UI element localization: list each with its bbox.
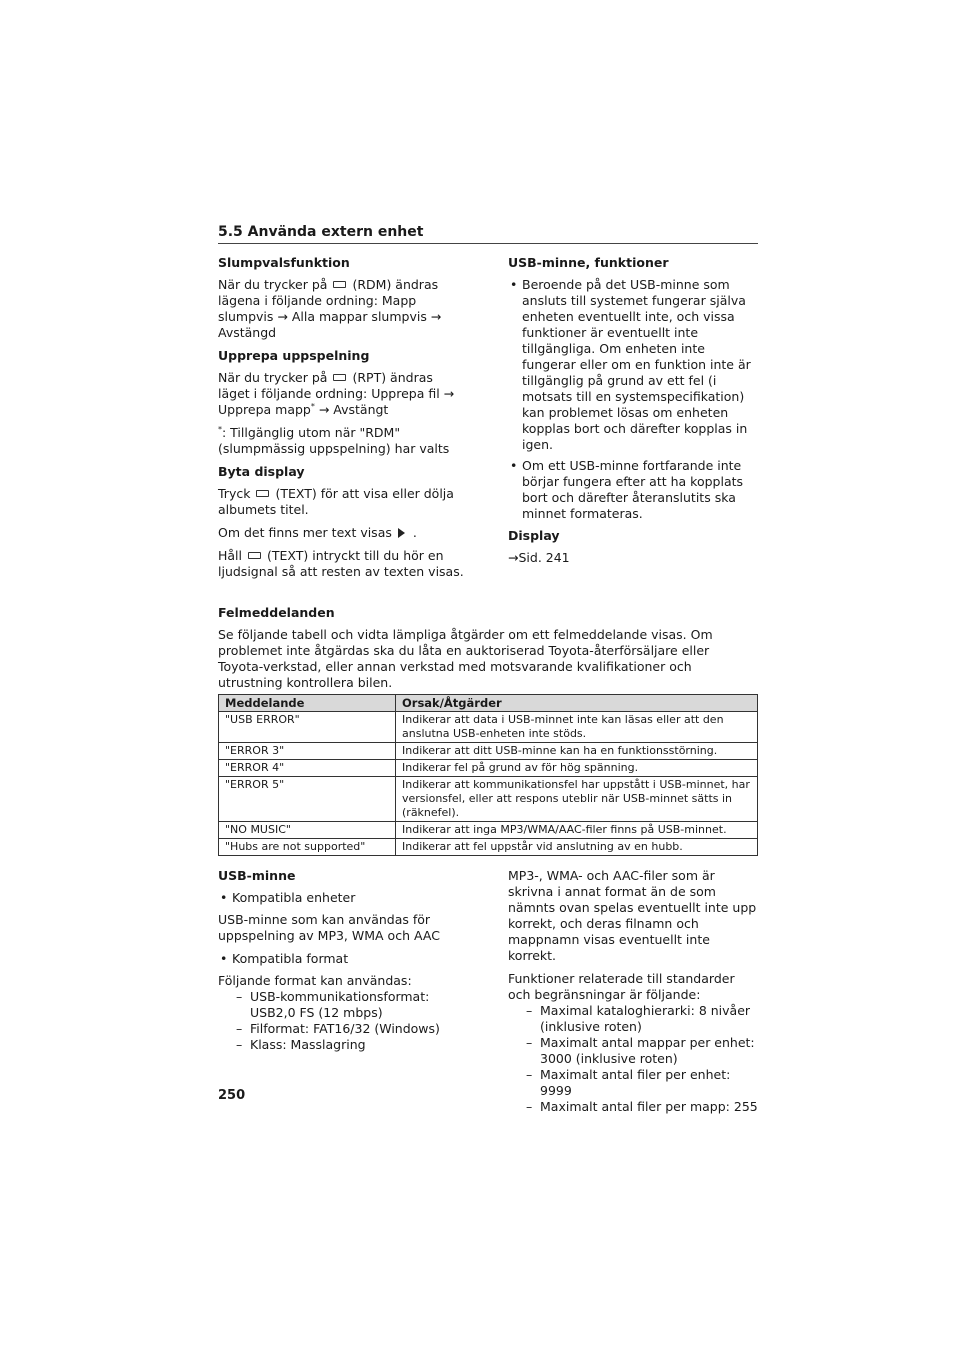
footnote bbox=[218, 425, 468, 457]
left-column bbox=[218, 255, 468, 587]
usb-heading: USB-minne bbox=[218, 868, 296, 883]
top-columns bbox=[218, 255, 758, 587]
text-button-icon bbox=[256, 490, 269, 497]
random-heading: Slumpvalsfunktion bbox=[218, 255, 350, 270]
errors-heading: Felmeddelanden bbox=[218, 605, 335, 620]
random-pre: När du trycker på bbox=[218, 277, 328, 292]
cause-cell: Indikerar att data i USB-minnet inte kan läsas eller att den anslutna USB-enheten inte stöds. bbox=[396, 712, 758, 743]
column-header-message: Meddelande bbox=[219, 695, 396, 712]
table-row bbox=[219, 777, 758, 822]
repeat-text bbox=[218, 370, 468, 418]
more-text bbox=[218, 525, 468, 541]
right-column bbox=[508, 255, 758, 587]
table-row bbox=[219, 839, 758, 856]
errors-section bbox=[218, 605, 758, 856]
list-item: – Maximal kataloghierarki: 8 nivåer (inklusive roten) bbox=[526, 1003, 758, 1035]
display-pre: Tryck bbox=[218, 486, 251, 501]
list-item: – Maximalt antal filer per mapp: 255 bbox=[526, 1099, 758, 1115]
hold-text bbox=[218, 548, 468, 580]
limits-items bbox=[526, 1003, 758, 1115]
display-heading: Byta display bbox=[218, 464, 305, 479]
list-item: • Kompatibla format bbox=[218, 951, 468, 967]
page-number: 250 bbox=[218, 1088, 246, 1103]
list-item: – Filformat: FAT16/32 (Windows) bbox=[236, 1021, 468, 1037]
cause-cell: Indikerar att inga MP3/WMA/AAC-filer finns på USB-minnet. bbox=[396, 822, 758, 839]
usb-devices-list bbox=[218, 890, 468, 906]
cause-cell: Indikerar att kommunikationsfel har uppstått i USB-minnet, har versionsfel, eller att respons uteblir när USB-minnet sätts in (räknefel). bbox=[396, 777, 758, 822]
usb-func-list bbox=[508, 277, 758, 522]
table-row bbox=[219, 712, 758, 743]
message-cell: "NO MUSIC" bbox=[219, 822, 396, 839]
list-item: • Kompatibla enheter bbox=[218, 890, 468, 906]
rpt-button-icon bbox=[333, 374, 346, 381]
usb-func-heading: USB-minne, funktioner bbox=[508, 255, 669, 270]
list-item: • Om ett USB-minne fortfarande inte börjar fungera efter att ha kopplats bort och därefter återanslutits ska minnet formateras. bbox=[508, 458, 758, 522]
format-items bbox=[236, 989, 468, 1053]
table-row bbox=[219, 743, 758, 760]
footnote-text: : Tillgänglig utom när "RDM" (slumpmässig uppspelning) har valts bbox=[218, 425, 450, 456]
repeat-tail: → Avstängt bbox=[314, 402, 389, 417]
message-cell: "ERROR 4" bbox=[219, 760, 396, 777]
table-row bbox=[219, 822, 758, 839]
limits-intro: Funktioner relaterade till standarder och begränsningar är följande: bbox=[508, 971, 735, 1002]
usb-left-column bbox=[218, 868, 468, 1121]
repeat-pre: När du trycker på bbox=[218, 370, 328, 385]
message-cell: "USB ERROR" bbox=[219, 712, 396, 743]
more-text-post: . bbox=[412, 525, 417, 540]
usb-right-column bbox=[508, 868, 758, 1121]
random-text bbox=[218, 277, 468, 341]
manual-page bbox=[218, 224, 758, 1121]
list-item: • Beroende på det USB-minne som ansluts till systemet fungerar själva enheten eventuellt inte, och vissa funktioner är eventuellt inte tillgängliga. Om enheten inte fungerar eller om en funktion inte är tillgänglig på grund av ett fel (i motsats till en systemspecifikation) kan problemet lösas om enheten kopplas bort och därefter kopplas in igen. bbox=[508, 277, 758, 453]
cause-cell: Indikerar att fel uppstår vid anslutning av en hubb. bbox=[396, 839, 758, 856]
repeat-footnote-mark: * bbox=[310, 401, 315, 411]
hold-post: (TEXT) intryckt till du hör en ljudsignal så att resten av texten visas. bbox=[218, 548, 464, 579]
message-cell: "ERROR 3" bbox=[219, 743, 396, 760]
cause-cell: Indikerar att ditt USB-minne kan ha en funktionsstörning. bbox=[396, 743, 758, 760]
column-header-cause: Orsak/Åtgärder bbox=[396, 695, 758, 712]
random-post: (RDM) ändras lägena i följande ordning: Mapp slumpvis → Alla mappar slumpvis → Avstängd bbox=[218, 277, 442, 340]
display-post: (TEXT) för att visa eller dölja albumets titel. bbox=[218, 486, 454, 517]
usb-format-list bbox=[218, 951, 468, 967]
cause-cell: Indikerar fel på grund av för hög spänning. bbox=[396, 760, 758, 777]
list-item: – Maximalt antal mappar per enhet: 3000 (inklusive roten) bbox=[526, 1035, 758, 1067]
display-page-ref: →Sid. 241 bbox=[508, 550, 570, 565]
hold-pre: Håll bbox=[218, 548, 243, 563]
errors-intro: Se följande tabell och vidta lämpliga åtgärder om ett felmeddelande visas. Om problemet inte åtgärdas ska du låta en auktoriserad Toyota-återförsäljare eller Toyota-verkstad, eller annan verkstad med motsvarande kvalifikationer och utrustning kontrollera bilen. bbox=[218, 627, 713, 690]
message-cell: "Hubs are not supported" bbox=[219, 839, 396, 856]
rdm-button-icon bbox=[333, 281, 346, 288]
table-header-row bbox=[219, 695, 758, 712]
list-item: – USB-kommunikationsformat: USB2,0 FS (12 mbps) bbox=[236, 989, 468, 1021]
text-button-icon bbox=[248, 552, 261, 559]
devices-text: USB-minne som kan användas för uppspelning av MP3, WMA och AAC bbox=[218, 912, 440, 943]
list-item: – Klass: Masslagring bbox=[236, 1037, 468, 1053]
bottom-columns bbox=[218, 868, 758, 1121]
section-title: 5.5 Använda extern enhet bbox=[218, 224, 758, 244]
display-text bbox=[218, 486, 468, 518]
repeat-post: (RPT) ändras läget i följande ordning: Upprepa fil → Upprepa mapp bbox=[218, 370, 455, 417]
display-ref-heading: Display bbox=[508, 528, 560, 543]
table-row bbox=[219, 760, 758, 777]
more-text-pre: Om det finns mer text visas bbox=[218, 525, 392, 540]
list-item: – Maximalt antal filer per enhet: 9999 bbox=[526, 1067, 758, 1099]
arrow-right-icon bbox=[398, 528, 405, 538]
repeat-heading: Upprepa uppspelning bbox=[218, 348, 370, 363]
note-text: MP3-, WMA- och AAC-filer som är skrivna i annat format än de som nämnts ovan spelas eventuellt inte upp korrekt, och deras filnamn och mappnamn visas eventuellt inte korrekt. bbox=[508, 868, 757, 963]
format-intro: Följande format kan användas: bbox=[218, 973, 412, 988]
error-table bbox=[218, 694, 758, 856]
message-cell: "ERROR 5" bbox=[219, 777, 396, 822]
footnote-mark: * bbox=[218, 424, 222, 434]
